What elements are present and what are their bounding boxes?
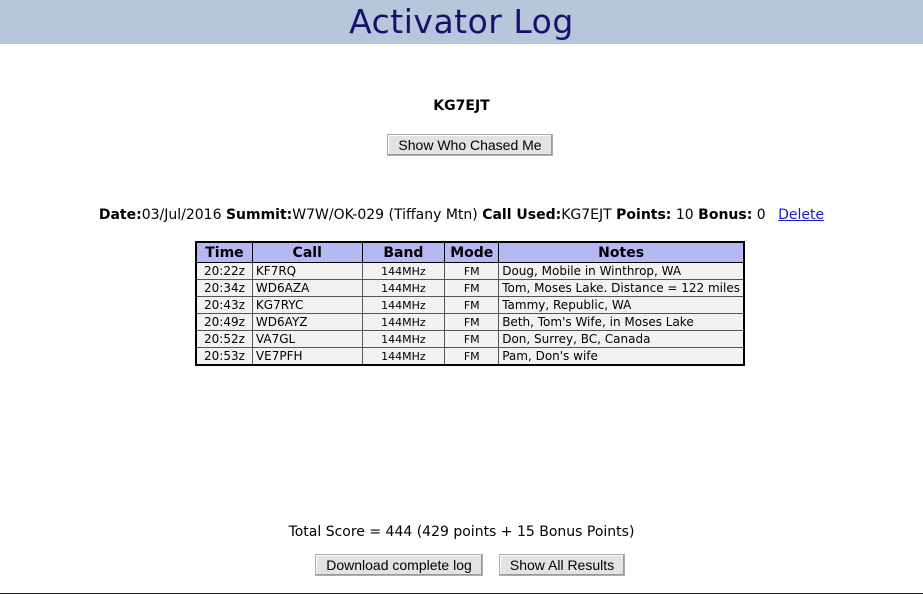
table-row [196,331,744,348]
bonus-label: Bonus: [698,207,753,223]
cell-notes: Pam, Don's wife [499,348,744,366]
cell-notes: Tammy, Republic, WA [499,297,744,314]
cell-notes: Doug, Mobile in Winthrop, WA [499,263,744,280]
bottom-divider [0,593,923,594]
cell-mode: FM [445,280,499,297]
cell-band: 144MHz [362,331,445,348]
summit-value: W7W/OK-029 (Tiffany Mtn) [292,207,478,223]
total-score: Total Score = 444 (429 points + 15 Bonus Points) [288,524,635,540]
cell-call: WD6AYZ [252,314,362,331]
table-row [196,314,744,331]
cell-time: 20:53z [196,348,252,366]
table-row [196,263,744,280]
page-header [0,0,923,44]
cell-notes: Don, Surrey, BC, Canada [499,331,744,348]
show-all-results-button[interactable]: Show All Results [499,554,625,576]
cell-band: 144MHz [362,314,445,331]
col-header-call: Call [252,242,362,263]
cell-notes: Tom, Moses Lake. Distance = 122 miles [499,280,744,297]
cell-band: 144MHz [362,263,445,280]
cell-band: 144MHz [362,348,445,366]
cell-call: KF7RQ [252,263,362,280]
cell-mode: FM [445,297,499,314]
table-row [196,348,744,366]
cell-mode: FM [445,348,499,366]
call-used-label: Call Used: [482,207,562,223]
cell-time: 20:22z [196,263,252,280]
cell-mode: FM [445,314,499,331]
cell-call: WD6AZA [252,280,362,297]
cell-band: 144MHz [362,280,445,297]
cell-call: VE7PFH [252,348,362,366]
summit-label: Summit: [225,207,293,223]
cell-band: 144MHz [362,297,445,314]
table-row [196,297,744,314]
col-header-band: Band [362,242,445,263]
cell-time: 20:43z [196,297,252,314]
call-used-value: KG7EJT [561,207,612,223]
activation-summary [0,207,923,223]
table-header-row [196,242,744,263]
cell-time: 20:52z [196,331,252,348]
bonus-value: 0 [756,207,766,223]
delete-link[interactable]: Delete [778,207,825,223]
cell-time: 20:34z [196,280,252,297]
download-log-button[interactable]: Download complete log [315,554,483,576]
activator-callsign: KG7EJT [433,98,490,114]
col-header-time: Time [196,242,252,263]
date-value: 03/Jul/2016 [141,207,222,223]
show-who-chased-me-button[interactable]: Show Who Chased Me [387,134,553,156]
date-label: Date: [98,207,142,223]
contacts-table [195,241,745,366]
cell-call: KG7RYC [252,297,362,314]
cell-notes: Beth, Tom's Wife, in Moses Lake [499,314,744,331]
cell-mode: FM [445,331,499,348]
cell-call: VA7GL [252,331,362,348]
cell-time: 20:49z [196,314,252,331]
col-header-notes: Notes [499,242,744,263]
page-title: Activator Log [349,2,574,41]
cell-mode: FM [445,263,499,280]
points-label: Points: [616,207,672,223]
col-header-mode: Mode [445,242,499,263]
points-value: 10 [675,207,694,223]
table-row [196,280,744,297]
